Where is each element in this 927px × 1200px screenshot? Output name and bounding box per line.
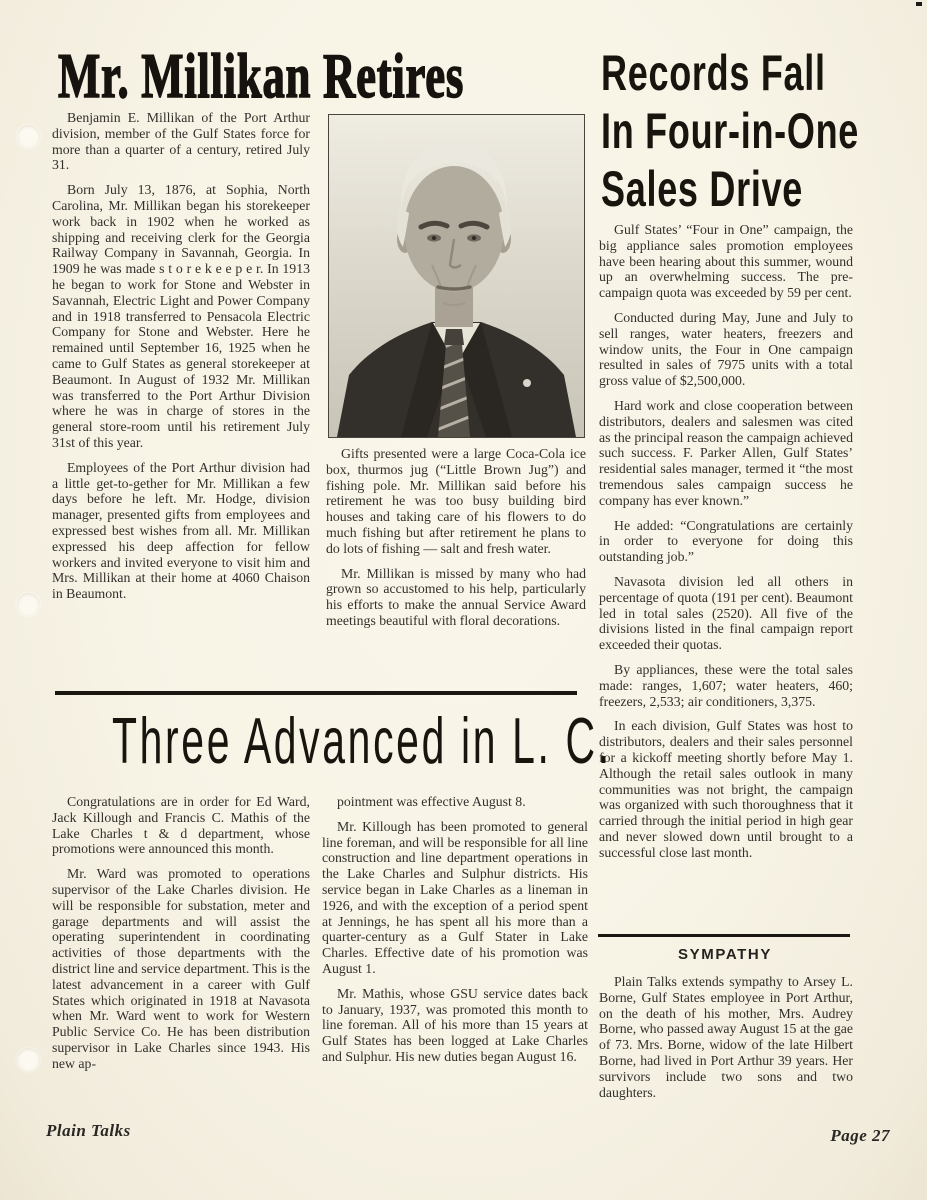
article-headline-three-advanced: Three Advanced in L. C. [111,705,612,778]
paragraph: pointment was effective August 8. [337,794,526,809]
sympathy-heading: SYMPATHY [678,946,772,963]
article-headline-millikan-retires: Mr. Millikan Retires [58,40,464,111]
paragraph: He added: “Congratulations are certainly in order to everyone for doing this outstanding job.” [599,517,853,565]
paragraph: Mr. Millikan is missed by many who had grown so accustomed to his help, particularly his efforts to make the annual Service Award meetings beautiful with floral decorations. [326,565,586,628]
paragraph: Mr. Killough has been promoted to general line foreman, and will be responsible for all line construction and line department operations in the Lake Charles and Sulphur districts. His service began in Lake Charles as a lineman in 1926, and with the exception of a period spent at Jennings, he has spent all his more than a quarter-century as a Gulf Stater in Lake Charles. Effective date of his promotion was August 1. [322,818,588,976]
paragraph: In each division, Gulf States was host to distributors, dealers and their sales personnel for a kickoff meeting shortly before May 1. Although the retail sales outlook in many communities was not bright, the campaign was organized with such thoroughness that it carried through the initial period in high gear and never slowed down until brought to a successful close last month. [599,718,853,860]
three-advanced-column-2 [322,794,588,1074]
article-headline-records-fall [601,44,859,218]
millikan-portrait-photo [328,114,585,438]
paragraph: Navasota division led all others in percentage of quota (191 per cent). Beaumont led in total sales (2520). All five of the divisions listed in the final campaign report exceeded their quotas. [599,573,853,653]
punch-hole [17,125,40,148]
millikan-article-column [52,110,310,611]
section-divider [55,691,577,695]
portrait-illustration [329,115,584,437]
paragraph: Hard work and close cooperation between distributors, dealers and salesmen was cited as the principal reason the campaign achieved such success. F. Parker Allen, Gulf States’ residential sales manager, termed it “the most tremendous sales campaign success he company has ever known.” [599,397,853,508]
paragraph: Conducted during May, June and July to sell ranges, water heaters, freezers and window units, the Four in One campaign resulted in sales of 7975 units with a total gross value of $2,500,000. [599,309,853,389]
headline-line: Records Fall [601,45,826,101]
sympathy-divider [598,934,850,937]
punch-hole [17,593,40,616]
paragraph: Gifts presented were a large Coca-Cola ice box, thurmos jug (“Little Brown Jug”) and fishing pole. Mr. Millikan said before his retirement he was too busy building bird houses and taking care of his flowers to do much fishing but after retirement he plans to do lots of fishing — salt and fresh water. [326,446,586,556]
three-advanced-column-1 [52,794,310,1081]
paragraph: Gulf States’ “Four in One” campaign, the big appliance sales promotion employees have been hearing about this summer, wound up an overwhelming success. The pre-campaign quota was exceeded by 59 per cent. [599,222,853,301]
publication-name: Plain Talks [46,1121,131,1140]
page-number: Page 27 [830,1126,890,1145]
scan-speck [916,2,922,6]
records-article-column [599,222,853,869]
paragraph: Born July 13, 1876, at Sophia, North Carolina, Mr. Millikan began his storekeeper work back in 1902 when he worked as shipping and receiving clerk for the Georgia Railway Company in Savannah, Georgia. In 1909 he was made s t o r e k e e p e r. In 1913 he began to work for Stone and Webster in Savannah, Electric Light and Power Company and in 1918 transferred to Pensacola Electric Company for Stone and Webster. Here he remained until September 16, 1925 when he came to Gulf States as general storekeeper at Beaumont. In August of 1932 Mr. Millikan was transferred to the Port Arthur Division where he was in charge of stores in the general store-room until his retirement July 31st of this year. [52,182,310,450]
punch-hole [17,1048,40,1071]
paragraph: Mr. Mathis, whose GSU service dates back to January, 1937, was promoted this month to line foreman. All of his more than 15 years at Gulf States has been logged at Lake Charles and Sulphur. His new duties began August 16. [322,985,588,1064]
sympathy-column [599,974,853,1109]
millikan-caption-column [326,446,586,638]
paragraph: Congratulations are in order for Ed Ward, Jack Killough and Francis C. Mathis of the Lake Charles t & d department, whose promotions were announced this month. [52,794,310,857]
headline-line: In Four-in-One [601,103,860,159]
paragraph: Plain Talks extends sympathy to Arsey L. Borne, Gulf States employee in Port Arthur, on the death of his mother, Mrs. Audrey Borne, who passed away August 15 at the gae of 73. Mrs. Borne, widow of the late Hilbert Borne, had lived in Port Arthur 39 years. Her survivors include two sons and two daughters. [599,974,853,1100]
paragraph: Employees of the Port Arthur division had a little get-to-gether for Mr. Millikan a few days before he left. Mr. Hodge, division manager, presented gifts from employees and expressed best wishes from all. Mr. Millikan expressed his deep affection for fellow workers and invited everyone to visit him and Mrs. Millikan at their home at 4060 Chaison in Beaumont. [52,459,310,602]
paragraph: By appliances, these were the total sales made: ranges, 1,607; water heaters, 460; freezers, 2,533; air conditioners, 3,375. [599,661,853,709]
paragraph: Mr. Ward was promoted to operations supervisor of the Lake Charles division. He will be responsible for substation, meter and garage departments and will assist the operating superintendent in coordinating activities of those departments with the district line and service department. This is the latest advancement in a career with Gulf States which originated in 1918 at Navasota when Mr. Ward went to work for Western Public Service Co. He has been distribution supervisor in Lake Charles since 1943. His new ap- [52,866,310,1071]
headline-line: Sales Drive [601,161,804,217]
paragraph: Benjamin E. Millikan of the Port Arthur division, member of the Gulf States force for more than a quarter of a century, retired July 31. [52,110,310,173]
